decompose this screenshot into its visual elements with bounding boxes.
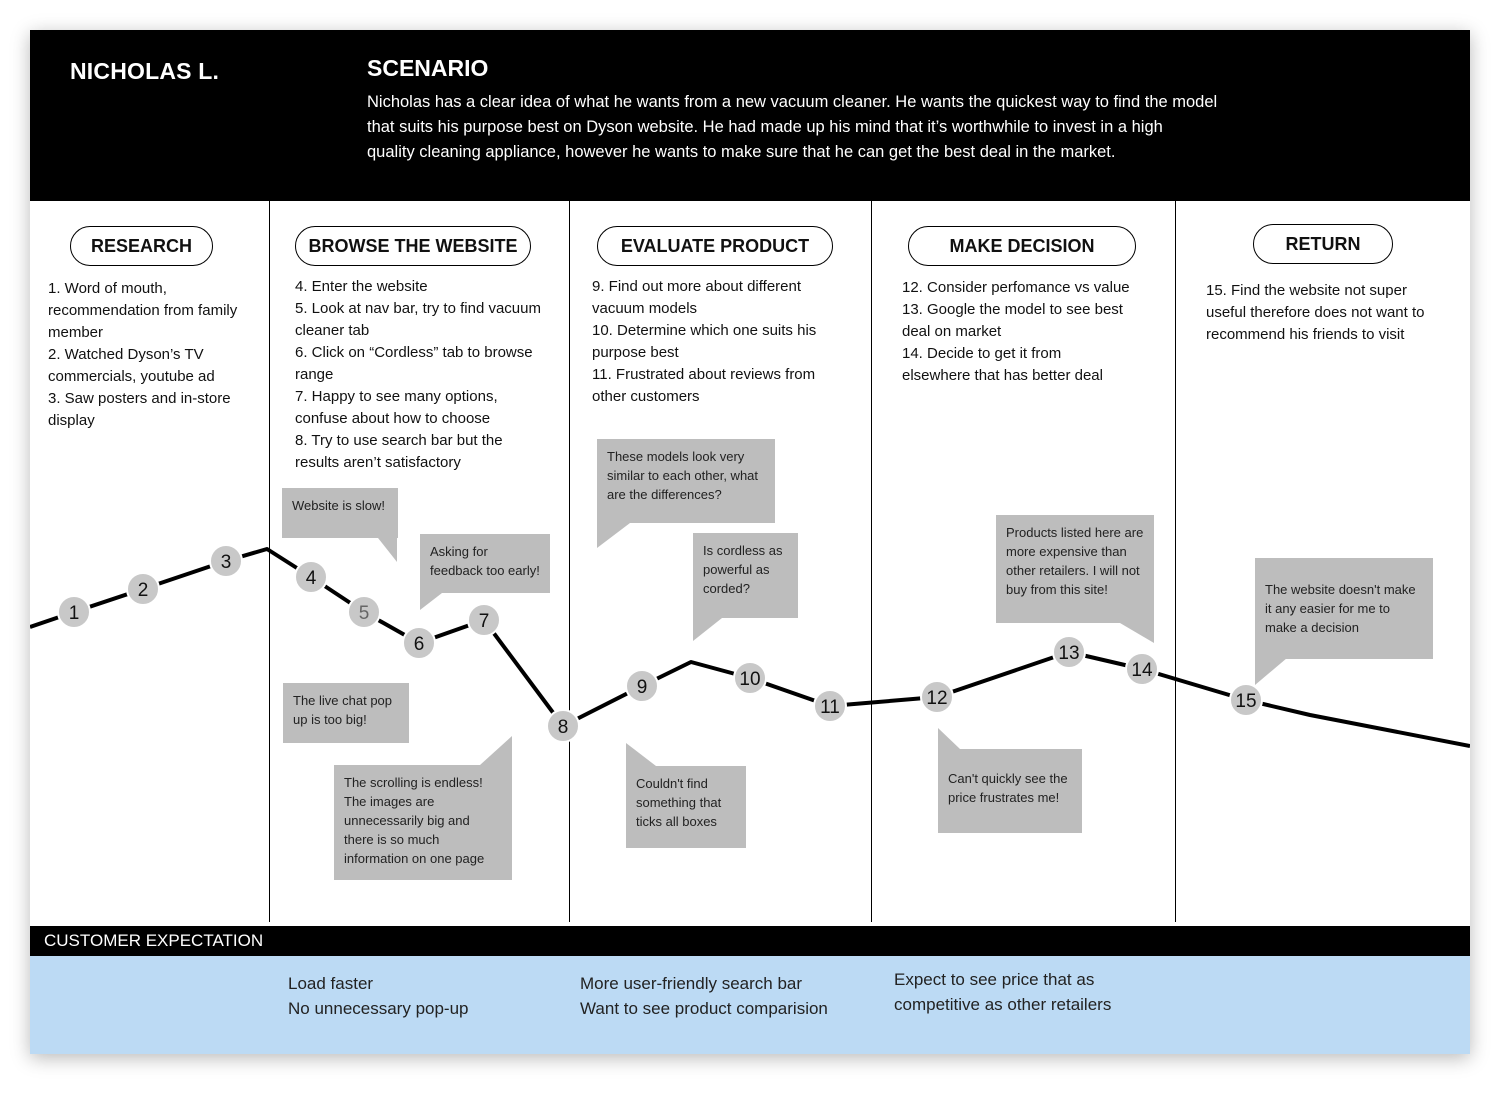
comment-line: Couldn't find: [636, 776, 708, 791]
expectation-line: Want to see product comparision: [580, 999, 828, 1018]
comment-line: The live chat pop: [293, 693, 393, 708]
scenario-line: that suits his purpose best on Dyson website. He had made up his mind that it’s worthwhile to invest in a high: [367, 118, 1163, 136]
journey-map: [30, 30, 1470, 1054]
step-line: range: [295, 366, 334, 383]
comment-line: similar to each other, what: [607, 468, 759, 483]
expectation-line: Load faster: [288, 974, 374, 993]
scenario-line: Nicholas has a clear idea of what he wants from a new vacuum cleaner. He wants the quickest way to find the model: [367, 93, 1218, 111]
stage-return: RETURN: [1253, 224, 1393, 264]
step-line: 13. Google the model to see best: [902, 301, 1123, 318]
comment-line: buy from this site!: [1006, 582, 1108, 597]
step-line: 12. Consider perfomance vs value: [902, 279, 1130, 296]
scenario-title: SCENARIO: [367, 55, 489, 81]
expectation-line: Expect to see price that as: [894, 970, 1095, 989]
step-line: cleaner tab: [295, 322, 370, 339]
comment-line: These models look very: [607, 449, 745, 464]
comment-line: ticks all boxes: [636, 814, 717, 829]
comment-line: it any easier for me to: [1265, 601, 1390, 616]
step-line: 4. Enter the website: [295, 278, 428, 295]
comment-line: corded?: [703, 581, 750, 596]
touchpoint-node: [547, 710, 579, 742]
comment-line: feedback too early!: [430, 563, 540, 578]
comment-website-slow: [282, 488, 398, 538]
touchpoint-label: 2: [137, 580, 149, 601]
expectation-line: More user-friendly search bar: [580, 974, 803, 993]
touchpoint-node: [403, 627, 435, 659]
touchpoint-node: [295, 561, 327, 593]
bubble-tail: [938, 728, 960, 749]
touchpoint-label: 3: [220, 552, 232, 573]
touchpoint-node: [210, 545, 242, 577]
step-line: 14. Decide to get it from: [902, 345, 1062, 362]
scenario-line: quality cleaning appliance, however he wants to make sure that he can get the best deal in the market.: [367, 143, 1116, 161]
bubble-tail: [597, 523, 630, 548]
touchpoint-label: 12: [926, 688, 948, 709]
touchpoint-node: [127, 573, 159, 605]
comment-line: The images are: [344, 794, 435, 809]
comment-line: Can't quickly see the: [948, 771, 1068, 786]
comment-line: make a decision: [1265, 620, 1359, 635]
step-line: other customers: [592, 388, 700, 405]
step-line: confuse about how to choose: [295, 410, 491, 427]
touchpoint-node: [814, 690, 846, 722]
step-line: 11. Frustrated about reviews from: [592, 366, 816, 383]
touchpoint-label: 4: [305, 568, 317, 589]
step-line: vacuum models: [592, 300, 698, 317]
stage-evaluate: EVALUATE PRODUCT: [597, 226, 833, 266]
comment-line: Is cordless as: [703, 543, 783, 558]
step-line: results aren’t satisfactory: [295, 454, 461, 471]
touchpoint-node: [1230, 684, 1262, 716]
touchpoint-node: [58, 596, 90, 628]
touchpoint-label: 9: [636, 677, 648, 698]
comment-line: Asking for: [430, 544, 488, 559]
step-line: display: [48, 412, 95, 429]
expectation-line: competitive as other retailers: [894, 995, 1112, 1014]
touchpoint-node: [1126, 653, 1158, 685]
step-line: 15. Find the website not super: [1206, 282, 1407, 299]
comment-line: powerful as: [703, 562, 770, 577]
step-line: 5. Look at nav bar, try to find vacuum: [295, 300, 541, 317]
touchpoint-node: [921, 681, 953, 713]
step-line: useful therefore does not want to: [1206, 304, 1425, 321]
step-line: 10. Determine which one suits his: [592, 322, 817, 339]
touchpoint-label: 7: [478, 611, 490, 632]
step-line: 1. Word of mouth,: [48, 280, 167, 297]
bubble-tail: [626, 743, 656, 766]
stage-decision: MAKE DECISION: [908, 226, 1136, 266]
touchpoint-label: 6: [413, 634, 425, 655]
comment-line: are the differences?: [607, 487, 722, 502]
expectation-bar: [30, 926, 1470, 956]
comment-line: Website is slow!: [292, 498, 385, 513]
bubble-tail: [480, 736, 512, 765]
comment-line: The scrolling is endless!: [344, 775, 483, 790]
touchpoint-label: 5: [358, 603, 370, 624]
comment-line: Products listed here are: [1006, 525, 1144, 540]
touchpoint-label: 1: [68, 603, 80, 624]
comment-line: price frustrates me!: [948, 790, 1060, 805]
persona-name: NICHOLAS L.: [70, 58, 220, 84]
comment-line: information on one page: [344, 851, 485, 866]
comment-scrolling: [334, 765, 512, 880]
touchpoint-label: 10: [739, 669, 761, 690]
step-line: recommendation from family: [48, 302, 238, 319]
step-line: 3. Saw posters and in-store: [48, 390, 231, 407]
expectation-title: CUSTOMER EXPECTATION: [44, 931, 264, 950]
expectation-evaluate: [580, 971, 828, 1021]
touchpoint-node: [626, 670, 658, 702]
comment-line: other retailers. I will not: [1006, 563, 1140, 578]
touchpoint-label: 13: [1058, 643, 1080, 664]
step-line: recommend his friends to visit: [1206, 326, 1405, 343]
comment-price-frustrates: [938, 749, 1082, 833]
touchpoint-node: [1053, 636, 1085, 668]
comment-line: more expensive than: [1006, 544, 1127, 559]
comment-models-similar: [597, 439, 775, 523]
expectation-area: [30, 956, 1470, 1054]
step-line: purpose best: [592, 344, 679, 361]
comment-line: The website doesn't make: [1265, 582, 1416, 597]
comment-couldnt-find: [626, 766, 746, 848]
comment-line: unnecessarily big and: [344, 813, 470, 828]
comment-no-easier: [1255, 558, 1433, 659]
expectation-decision: [894, 967, 1111, 1017]
step-line: member: [48, 324, 104, 341]
touchpoint-label: 14: [1131, 660, 1153, 681]
comment-line: up is too big!: [293, 712, 367, 727]
bubble-tail: [378, 538, 397, 562]
comment-line: something that: [636, 795, 722, 810]
comment-expensive: [996, 515, 1154, 623]
bubble-tail: [1120, 623, 1154, 643]
step-line: commercials, youtube ad: [48, 368, 215, 385]
touchpoint-label: 8: [557, 717, 569, 738]
touchpoint-node: [734, 662, 766, 694]
touchpoint-node: [348, 596, 380, 628]
comment-cordless: [693, 533, 798, 618]
comment-line: there is so much: [344, 832, 440, 847]
touchpoint-label: 15: [1235, 691, 1257, 712]
bubble-tail: [693, 618, 722, 641]
bubble-tail: [420, 593, 442, 610]
step-line: 6. Click on “Cordless” tab to browse: [295, 344, 533, 361]
step-line: deal on market: [902, 323, 1002, 340]
comment-live-chat: [283, 683, 409, 743]
touchpoint-node: [468, 604, 500, 636]
comment-feedback-early: [420, 534, 550, 593]
step-line: elsewhere that has better deal: [902, 367, 1103, 384]
bubble-tail: [1255, 658, 1287, 685]
expectation-browse: [288, 971, 469, 1021]
stage-browse: BROWSE THE WEBSITE: [295, 226, 531, 266]
step-line: 8. Try to use search bar but the: [295, 432, 503, 449]
expectation-line: No unnecessary pop-up: [288, 999, 469, 1018]
stage-research: RESEARCH: [70, 226, 213, 266]
step-line: 2. Watched Dyson’s TV: [48, 346, 204, 363]
step-line: 9. Find out more about different: [592, 278, 802, 295]
step-line: 7. Happy to see many options,: [295, 388, 498, 405]
touchpoint-label: 11: [820, 697, 840, 718]
